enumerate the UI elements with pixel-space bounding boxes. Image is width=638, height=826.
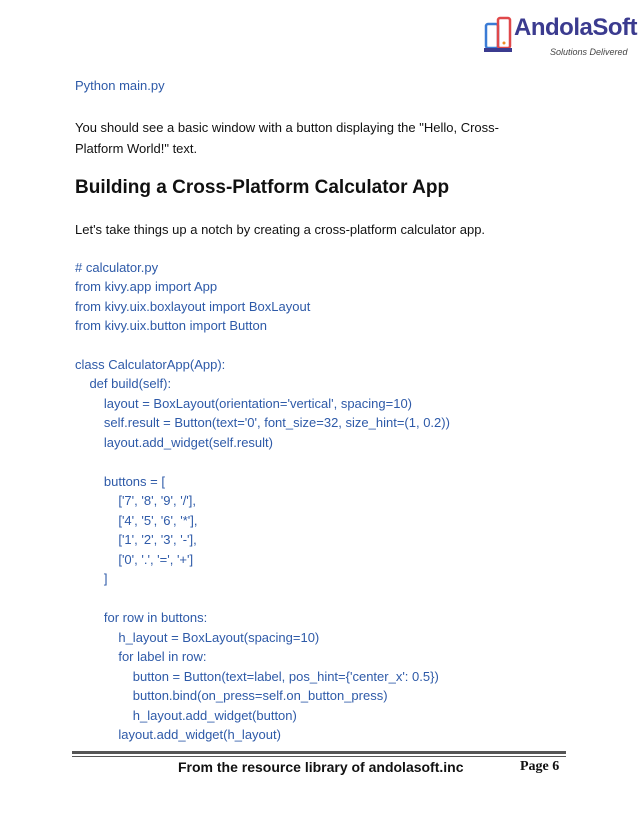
code-line: layout.add_widget(self.result) (75, 434, 273, 450)
code-line: h_layout.add_widget(button) (75, 707, 297, 723)
run-command: Python main.py (75, 78, 165, 93)
code-line: ['0', '.', '=', '+'] (75, 551, 194, 567)
code-line: buttons = [ (75, 473, 165, 489)
code-line (75, 452, 575, 472)
code-line: class CalculatorApp(App): (75, 356, 226, 372)
footer-rule (72, 751, 566, 754)
code-line (75, 589, 575, 609)
code-line: h_layout = BoxLayout(spacing=10) (75, 629, 320, 645)
code-line: ['7', '8', '9', '/'], (75, 493, 197, 508)
code-line: ] (75, 571, 108, 586)
page-number: Page 6 (520, 759, 560, 774)
code-line: for label in row: (75, 649, 207, 664)
code-block-class (75, 355, 575, 745)
footer-rule-thin (72, 756, 566, 757)
page-content (75, 76, 575, 745)
intro-paragraph: You should see a basic window with a button displaying the "Hello, Cross-Platform World!" text. (75, 119, 499, 156)
code-line: ['4', '5', '6', '*'], (75, 512, 198, 528)
code-line: layout = BoxLayout(orientation='vertical', spacing=10) (75, 395, 413, 411)
code-line: from kivy.uix.button import Button (75, 318, 267, 333)
code-line: # calculator.py (75, 259, 159, 275)
company-logo (484, 12, 637, 62)
section-heading: Building a Cross-Platform Calculator App (75, 176, 450, 198)
brand-tagline: Solutions Delivered (550, 47, 628, 57)
code-line: ['1', '2', '3', '-'], (75, 532, 197, 547)
code-line: from kivy.app import App (75, 279, 218, 294)
code-line: from kivy.uix.boxlayout import BoxLayout (75, 298, 311, 314)
code-block-imports (75, 258, 575, 336)
section-intro: Let's take things up a notch by creating a cross-platform calculator app. (75, 221, 486, 237)
footer-text: From the resource library of andolasoft.inc (178, 759, 464, 775)
code-line: def build(self): (75, 376, 172, 391)
code-line: button = Button(text=label, pos_hint={'center_x': 0.5}) (75, 668, 439, 684)
code-line: self.result = Button(text='0', font_size=32, size_hint=(1, 0.2)) (75, 415, 450, 430)
code-line: button.bind(on_press=self.on_button_press) (75, 688, 388, 703)
code-line: for row in buttons: (75, 610, 208, 625)
brand-name: AndolaSoft (514, 14, 637, 41)
phone-laptop-logo-icon (484, 16, 514, 56)
code-line: layout.add_widget(h_layout) (75, 727, 281, 742)
